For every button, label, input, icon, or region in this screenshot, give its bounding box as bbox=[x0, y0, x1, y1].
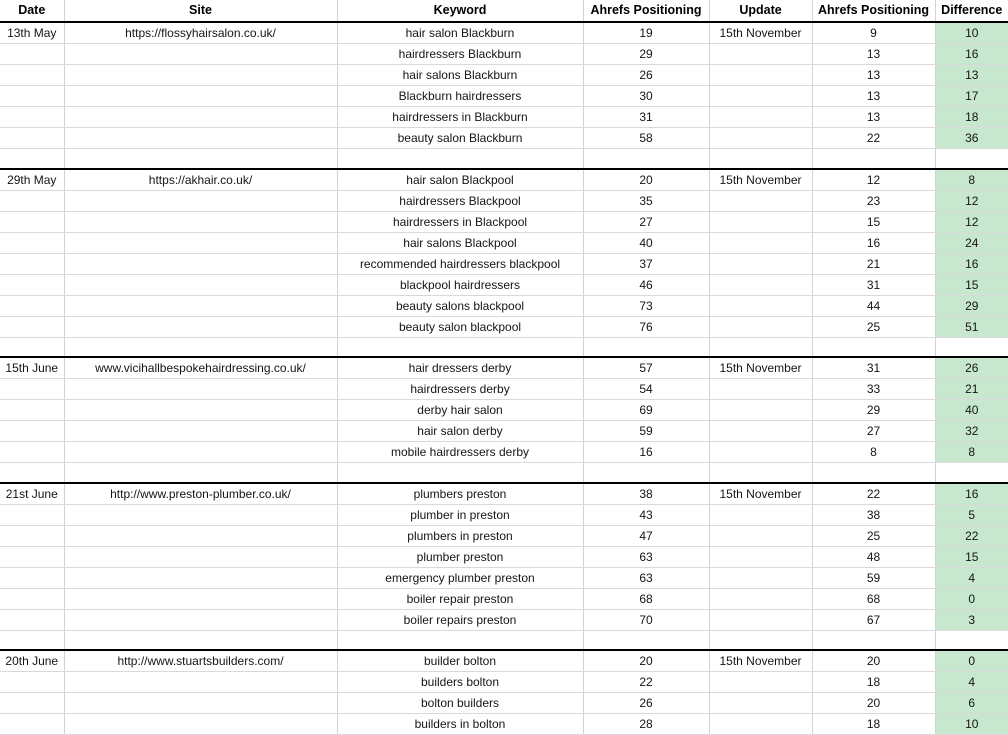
column-header-ahrefs-positioning-after[interactable]: Ahrefs Positioning bbox=[812, 0, 935, 22]
cell-ahrefs-positioning-after[interactable]: 27 bbox=[812, 421, 935, 442]
cell-keyword[interactable]: hairdressers Blackpool bbox=[337, 190, 583, 211]
cell-update[interactable] bbox=[709, 316, 812, 337]
cell-keyword[interactable]: beauty salons blackpool bbox=[337, 295, 583, 316]
cell-update[interactable] bbox=[709, 232, 812, 253]
cell-ahrefs-positioning-after[interactable]: 23 bbox=[812, 190, 935, 211]
table-row[interactable] bbox=[0, 232, 1008, 253]
cell-ahrefs-positioning-after[interactable]: 38 bbox=[812, 504, 935, 525]
cell-date[interactable] bbox=[0, 504, 64, 525]
cell-site[interactable] bbox=[64, 232, 337, 253]
cell-difference[interactable]: 36 bbox=[935, 128, 1008, 149]
cell-update[interactable]: 15th November bbox=[709, 650, 812, 672]
cell-difference[interactable]: 17 bbox=[935, 86, 1008, 107]
cell-update[interactable] bbox=[709, 253, 812, 274]
cell-update[interactable] bbox=[709, 44, 812, 65]
cell-date[interactable] bbox=[0, 274, 64, 295]
cell-difference[interactable]: 8 bbox=[935, 169, 1008, 191]
cell-date[interactable]: 29th May bbox=[0, 169, 64, 191]
cell-difference[interactable]: 32 bbox=[935, 421, 1008, 442]
column-header-site[interactable]: Site bbox=[64, 0, 337, 22]
column-header-update[interactable]: Update bbox=[709, 0, 812, 22]
cell-date[interactable] bbox=[0, 190, 64, 211]
table-row[interactable] bbox=[0, 44, 1008, 65]
cell-date[interactable] bbox=[0, 525, 64, 546]
cell-ahrefs-positioning-before[interactable]: 54 bbox=[583, 379, 709, 400]
empty-cell-date bbox=[0, 337, 64, 357]
cell-update[interactable]: 15th November bbox=[709, 169, 812, 191]
cell-date[interactable] bbox=[0, 86, 64, 107]
cell-ahrefs-positioning-after[interactable]: 13 bbox=[812, 107, 935, 128]
cell-ahrefs-positioning-after[interactable]: 18 bbox=[812, 672, 935, 693]
empty-cell-difference bbox=[935, 630, 1008, 650]
cell-difference[interactable]: 16 bbox=[935, 253, 1008, 274]
cell-keyword[interactable]: hair salons Blackpool bbox=[337, 232, 583, 253]
table-row[interactable] bbox=[0, 357, 1008, 379]
table-row[interactable] bbox=[0, 107, 1008, 128]
cell-date[interactable] bbox=[0, 44, 64, 65]
cell-update[interactable] bbox=[709, 190, 812, 211]
table-row[interactable] bbox=[0, 128, 1008, 149]
cell-ahrefs-positioning-after[interactable]: 22 bbox=[812, 128, 935, 149]
cell-site[interactable] bbox=[64, 525, 337, 546]
cell-difference[interactable]: 3 bbox=[935, 609, 1008, 630]
cell-keyword[interactable]: hair salon Blackpool bbox=[337, 169, 583, 191]
cell-site[interactable] bbox=[64, 421, 337, 442]
table-row[interactable] bbox=[0, 253, 1008, 274]
cell-site[interactable]: https://akhair.co.uk/ bbox=[64, 169, 337, 191]
cell-site[interactable] bbox=[64, 714, 337, 735]
cell-ahrefs-positioning-before[interactable]: 40 bbox=[583, 232, 709, 253]
empty-cell-date bbox=[0, 463, 64, 483]
cell-site[interactable] bbox=[64, 295, 337, 316]
empty-cell-ahrefs2 bbox=[812, 337, 935, 357]
cell-site[interactable] bbox=[64, 190, 337, 211]
empty-cell-keyword bbox=[337, 337, 583, 357]
cell-ahrefs-positioning-before[interactable]: 20 bbox=[583, 650, 709, 672]
column-header-difference[interactable]: Difference bbox=[935, 0, 1008, 22]
cell-ahrefs-positioning-before[interactable]: 59 bbox=[583, 421, 709, 442]
cell-ahrefs-positioning-before[interactable]: 28 bbox=[583, 714, 709, 735]
cell-site[interactable] bbox=[64, 400, 337, 421]
cell-site[interactable] bbox=[64, 86, 337, 107]
empty-cell-ahrefs2 bbox=[812, 149, 935, 169]
cell-update[interactable] bbox=[709, 693, 812, 714]
cell-keyword[interactable]: hair salons Blackburn bbox=[337, 65, 583, 86]
cell-ahrefs-positioning-after[interactable]: 25 bbox=[812, 525, 935, 546]
cell-keyword[interactable]: hairdressers Blackburn bbox=[337, 44, 583, 65]
empty-cell-date bbox=[0, 149, 64, 169]
cell-keyword[interactable]: builder bolton bbox=[337, 650, 583, 672]
cell-date[interactable] bbox=[0, 400, 64, 421]
cell-keyword[interactable]: plumber in preston bbox=[337, 504, 583, 525]
cell-ahrefs-positioning-before[interactable]: 63 bbox=[583, 567, 709, 588]
cell-ahrefs-positioning-after[interactable]: 18 bbox=[812, 714, 935, 735]
block-separator-row bbox=[0, 337, 1008, 357]
cell-ahrefs-positioning-before[interactable]: 57 bbox=[583, 357, 709, 379]
cell-difference[interactable]: 4 bbox=[935, 672, 1008, 693]
table-row[interactable] bbox=[0, 211, 1008, 232]
cell-ahrefs-positioning-after[interactable]: 25 bbox=[812, 316, 935, 337]
cell-keyword[interactable]: mobile hairdressers derby bbox=[337, 442, 583, 463]
cell-keyword[interactable]: beauty salon blackpool bbox=[337, 316, 583, 337]
cell-update[interactable] bbox=[709, 504, 812, 525]
cell-ahrefs-positioning-after[interactable]: 21 bbox=[812, 253, 935, 274]
cell-keyword[interactable]: Blackburn hairdressers bbox=[337, 86, 583, 107]
empty-cell-keyword bbox=[337, 463, 583, 483]
cell-date[interactable] bbox=[0, 546, 64, 567]
cell-ahrefs-positioning-before[interactable]: 26 bbox=[583, 693, 709, 714]
cell-update[interactable] bbox=[709, 295, 812, 316]
cell-update[interactable] bbox=[709, 211, 812, 232]
cell-keyword[interactable]: plumbers preston bbox=[337, 483, 583, 505]
table-row[interactable] bbox=[0, 379, 1008, 400]
empty-cell-difference bbox=[935, 463, 1008, 483]
cell-ahrefs-positioning-before[interactable]: 19 bbox=[583, 22, 709, 44]
cell-ahrefs-positioning-after[interactable]: 9 bbox=[812, 22, 935, 44]
empty-cell-ahrefs2 bbox=[812, 630, 935, 650]
empty-cell-keyword bbox=[337, 630, 583, 650]
table-row[interactable] bbox=[0, 650, 1008, 672]
cell-update[interactable] bbox=[709, 546, 812, 567]
cell-ahrefs-positioning-before[interactable]: 68 bbox=[583, 588, 709, 609]
cell-ahrefs-positioning-after[interactable]: 59 bbox=[812, 567, 935, 588]
table-row[interactable] bbox=[0, 22, 1008, 44]
cell-update[interactable] bbox=[709, 442, 812, 463]
cell-site[interactable] bbox=[64, 65, 337, 86]
cell-keyword[interactable]: blackpool hairdressers bbox=[337, 274, 583, 295]
empty-cell-ahrefs1 bbox=[583, 149, 709, 169]
column-header-ahrefs-positioning-before[interactable]: Ahrefs Positioning bbox=[583, 0, 709, 22]
table-row[interactable] bbox=[0, 274, 1008, 295]
cell-date[interactable] bbox=[0, 421, 64, 442]
cell-ahrefs-positioning-after[interactable]: 12 bbox=[812, 169, 935, 191]
table-row[interactable] bbox=[0, 714, 1008, 735]
cell-date[interactable] bbox=[0, 672, 64, 693]
cell-ahrefs-positioning-after[interactable]: 67 bbox=[812, 609, 935, 630]
cell-keyword[interactable]: plumber preston bbox=[337, 546, 583, 567]
cell-ahrefs-positioning-before[interactable]: 73 bbox=[583, 295, 709, 316]
cell-keyword[interactable]: builders in bolton bbox=[337, 714, 583, 735]
column-header-keyword[interactable]: Keyword bbox=[337, 0, 583, 22]
cell-keyword[interactable]: hair salon Blackburn bbox=[337, 22, 583, 44]
cell-update[interactable] bbox=[709, 714, 812, 735]
empty-cell-keyword bbox=[337, 149, 583, 169]
cell-ahrefs-positioning-after[interactable]: 22 bbox=[812, 483, 935, 505]
cell-site[interactable]: https://flossyhairsalon.co.uk/ bbox=[64, 22, 337, 44]
table-row[interactable] bbox=[0, 588, 1008, 609]
cell-difference[interactable]: 10 bbox=[935, 22, 1008, 44]
table-body bbox=[0, 22, 1008, 735]
table-row[interactable] bbox=[0, 86, 1008, 107]
empty-cell-update bbox=[709, 149, 812, 169]
cell-date[interactable] bbox=[0, 232, 64, 253]
cell-keyword[interactable]: hairdressers derby bbox=[337, 379, 583, 400]
cell-date[interactable]: 15th June bbox=[0, 357, 64, 379]
cell-ahrefs-positioning-after[interactable]: 31 bbox=[812, 274, 935, 295]
block-separator-row bbox=[0, 630, 1008, 650]
cell-ahrefs-positioning-after[interactable]: 31 bbox=[812, 357, 935, 379]
cell-site[interactable] bbox=[64, 442, 337, 463]
cell-difference[interactable]: 13 bbox=[935, 65, 1008, 86]
cell-keyword[interactable]: recommended hairdressers blackpool bbox=[337, 253, 583, 274]
cell-site[interactable] bbox=[64, 379, 337, 400]
cell-update[interactable] bbox=[709, 400, 812, 421]
cell-ahrefs-positioning-after[interactable]: 48 bbox=[812, 546, 935, 567]
cell-ahrefs-positioning-before[interactable]: 26 bbox=[583, 65, 709, 86]
cell-difference[interactable]: 8 bbox=[935, 442, 1008, 463]
table-row[interactable] bbox=[0, 316, 1008, 337]
table-row[interactable] bbox=[0, 190, 1008, 211]
cell-difference[interactable]: 16 bbox=[935, 44, 1008, 65]
cell-ahrefs-positioning-after[interactable]: 20 bbox=[812, 650, 935, 672]
cell-site[interactable] bbox=[64, 693, 337, 714]
cell-update[interactable] bbox=[709, 65, 812, 86]
cell-difference[interactable]: 6 bbox=[935, 693, 1008, 714]
cell-update[interactable] bbox=[709, 421, 812, 442]
cell-date[interactable] bbox=[0, 128, 64, 149]
table-row[interactable] bbox=[0, 483, 1008, 505]
cell-ahrefs-positioning-after[interactable]: 13 bbox=[812, 65, 935, 86]
cell-keyword[interactable]: hairdressers in Blackburn bbox=[337, 107, 583, 128]
cell-difference[interactable]: 5 bbox=[935, 504, 1008, 525]
cell-site[interactable] bbox=[64, 588, 337, 609]
cell-date[interactable] bbox=[0, 714, 64, 735]
empty-cell-ahrefs2 bbox=[812, 463, 935, 483]
cell-date[interactable]: 13th May bbox=[0, 22, 64, 44]
cell-difference[interactable]: 4 bbox=[935, 567, 1008, 588]
empty-cell-difference bbox=[935, 337, 1008, 357]
cell-keyword[interactable]: plumbers in preston bbox=[337, 525, 583, 546]
cell-date[interactable]: 21st June bbox=[0, 483, 64, 505]
cell-keyword[interactable]: hair salon derby bbox=[337, 421, 583, 442]
cell-keyword[interactable]: hair dressers derby bbox=[337, 357, 583, 379]
cell-update[interactable] bbox=[709, 128, 812, 149]
cell-difference[interactable]: 40 bbox=[935, 400, 1008, 421]
cell-site[interactable] bbox=[64, 253, 337, 274]
cell-update[interactable] bbox=[709, 609, 812, 630]
cell-update[interactable]: 15th November bbox=[709, 483, 812, 505]
table-row[interactable] bbox=[0, 672, 1008, 693]
cell-keyword[interactable]: boiler repairs preston bbox=[337, 609, 583, 630]
cell-site[interactable] bbox=[64, 504, 337, 525]
cell-ahrefs-positioning-after[interactable]: 13 bbox=[812, 44, 935, 65]
block-separator-row bbox=[0, 463, 1008, 483]
cell-ahrefs-positioning-before[interactable]: 43 bbox=[583, 504, 709, 525]
cell-ahrefs-positioning-before[interactable]: 35 bbox=[583, 190, 709, 211]
cell-ahrefs-positioning-after[interactable]: 15 bbox=[812, 211, 935, 232]
empty-cell-site bbox=[64, 337, 337, 357]
cell-ahrefs-positioning-after[interactable]: 20 bbox=[812, 693, 935, 714]
table-row[interactable] bbox=[0, 421, 1008, 442]
empty-cell-site bbox=[64, 149, 337, 169]
cell-ahrefs-positioning-after[interactable]: 33 bbox=[812, 379, 935, 400]
cell-ahrefs-positioning-before[interactable]: 38 bbox=[583, 483, 709, 505]
empty-cell-update bbox=[709, 337, 812, 357]
table-row[interactable] bbox=[0, 504, 1008, 525]
cell-ahrefs-positioning-after[interactable]: 16 bbox=[812, 232, 935, 253]
cell-difference[interactable]: 0 bbox=[935, 650, 1008, 672]
cell-date[interactable] bbox=[0, 442, 64, 463]
cell-site[interactable] bbox=[64, 546, 337, 567]
cell-difference[interactable]: 16 bbox=[935, 483, 1008, 505]
empty-cell-site bbox=[64, 463, 337, 483]
empty-cell-difference bbox=[935, 149, 1008, 169]
cell-date[interactable] bbox=[0, 567, 64, 588]
cell-ahrefs-positioning-after[interactable]: 8 bbox=[812, 442, 935, 463]
table-row[interactable] bbox=[0, 295, 1008, 316]
cell-difference[interactable]: 22 bbox=[935, 525, 1008, 546]
cell-keyword[interactable]: derby hair salon bbox=[337, 400, 583, 421]
cell-update[interactable] bbox=[709, 107, 812, 128]
block-separator-row bbox=[0, 149, 1008, 169]
cell-ahrefs-positioning-after[interactable]: 13 bbox=[812, 86, 935, 107]
cell-update[interactable] bbox=[709, 86, 812, 107]
cell-keyword[interactable]: beauty salon Blackburn bbox=[337, 128, 583, 149]
table-row[interactable] bbox=[0, 693, 1008, 714]
cell-update[interactable] bbox=[709, 274, 812, 295]
cell-difference[interactable]: 15 bbox=[935, 274, 1008, 295]
cell-site[interactable]: http://www.preston-plumber.co.uk/ bbox=[64, 483, 337, 505]
cell-ahrefs-positioning-before[interactable]: 70 bbox=[583, 609, 709, 630]
cell-keyword[interactable]: hairdressers in Blackpool bbox=[337, 211, 583, 232]
cell-site[interactable]: http://www.stuartsbuilders.com/ bbox=[64, 650, 337, 672]
cell-update[interactable] bbox=[709, 379, 812, 400]
cell-ahrefs-positioning-before[interactable]: 31 bbox=[583, 107, 709, 128]
table-row[interactable] bbox=[0, 65, 1008, 86]
cell-date[interactable] bbox=[0, 693, 64, 714]
empty-cell-ahrefs1 bbox=[583, 630, 709, 650]
cell-update[interactable] bbox=[709, 588, 812, 609]
cell-update[interactable]: 15th November bbox=[709, 22, 812, 44]
cell-ahrefs-positioning-before[interactable]: 27 bbox=[583, 211, 709, 232]
empty-cell-site bbox=[64, 630, 337, 650]
cell-difference[interactable]: 29 bbox=[935, 295, 1008, 316]
table-row[interactable] bbox=[0, 609, 1008, 630]
cell-difference[interactable]: 0 bbox=[935, 588, 1008, 609]
cell-difference[interactable]: 10 bbox=[935, 714, 1008, 735]
cell-ahrefs-positioning-before[interactable]: 47 bbox=[583, 525, 709, 546]
cell-site[interactable] bbox=[64, 44, 337, 65]
cell-ahrefs-positioning-before[interactable]: 46 bbox=[583, 274, 709, 295]
table-row[interactable] bbox=[0, 567, 1008, 588]
cell-site[interactable] bbox=[64, 316, 337, 337]
cell-update[interactable] bbox=[709, 525, 812, 546]
cell-date[interactable] bbox=[0, 107, 64, 128]
cell-difference[interactable]: 12 bbox=[935, 211, 1008, 232]
cell-ahrefs-positioning-before[interactable]: 58 bbox=[583, 128, 709, 149]
cell-ahrefs-positioning-before[interactable]: 76 bbox=[583, 316, 709, 337]
cell-ahrefs-positioning-before[interactable]: 29 bbox=[583, 44, 709, 65]
cell-difference[interactable]: 18 bbox=[935, 107, 1008, 128]
cell-ahrefs-positioning-before[interactable]: 63 bbox=[583, 546, 709, 567]
table-header bbox=[0, 0, 1008, 22]
cell-date[interactable] bbox=[0, 295, 64, 316]
cell-site[interactable]: www.vicihallbespokehairdressing.co.uk/ bbox=[64, 357, 337, 379]
column-header-date[interactable]: Date bbox=[0, 0, 64, 22]
cell-difference[interactable]: 21 bbox=[935, 379, 1008, 400]
empty-cell-ahrefs1 bbox=[583, 337, 709, 357]
empty-cell-update bbox=[709, 463, 812, 483]
cell-ahrefs-positioning-before[interactable]: 30 bbox=[583, 86, 709, 107]
cell-site[interactable] bbox=[64, 128, 337, 149]
cell-update[interactable] bbox=[709, 567, 812, 588]
cell-date[interactable] bbox=[0, 588, 64, 609]
cell-ahrefs-positioning-before[interactable]: 22 bbox=[583, 672, 709, 693]
table-row[interactable] bbox=[0, 169, 1008, 191]
table-row[interactable] bbox=[0, 442, 1008, 463]
cell-ahrefs-positioning-after[interactable]: 29 bbox=[812, 400, 935, 421]
cell-keyword[interactable]: emergency plumber preston bbox=[337, 567, 583, 588]
cell-ahrefs-positioning-before[interactable]: 20 bbox=[583, 169, 709, 191]
header-row bbox=[0, 0, 1008, 22]
cell-date[interactable] bbox=[0, 65, 64, 86]
cell-date[interactable] bbox=[0, 211, 64, 232]
cell-difference[interactable]: 24 bbox=[935, 232, 1008, 253]
cell-difference[interactable]: 12 bbox=[935, 190, 1008, 211]
cell-date[interactable] bbox=[0, 609, 64, 630]
empty-cell-date bbox=[0, 630, 64, 650]
cell-date[interactable] bbox=[0, 379, 64, 400]
table-row[interactable] bbox=[0, 525, 1008, 546]
cell-date[interactable]: 20th June bbox=[0, 650, 64, 672]
cell-ahrefs-positioning-after[interactable]: 68 bbox=[812, 588, 935, 609]
empty-cell-update bbox=[709, 630, 812, 650]
cell-ahrefs-positioning-before[interactable]: 37 bbox=[583, 253, 709, 274]
cell-site[interactable] bbox=[64, 211, 337, 232]
cell-ahrefs-positioning-after[interactable]: 44 bbox=[812, 295, 935, 316]
cell-difference[interactable]: 26 bbox=[935, 357, 1008, 379]
cell-site[interactable] bbox=[64, 107, 337, 128]
cell-difference[interactable]: 15 bbox=[935, 546, 1008, 567]
cell-keyword[interactable]: bolton builders bbox=[337, 693, 583, 714]
empty-cell-ahrefs1 bbox=[583, 463, 709, 483]
cell-site[interactable] bbox=[64, 672, 337, 693]
cell-site[interactable] bbox=[64, 567, 337, 588]
cell-ahrefs-positioning-before[interactable]: 16 bbox=[583, 442, 709, 463]
cell-difference[interactable]: 51 bbox=[935, 316, 1008, 337]
cell-site[interactable] bbox=[64, 609, 337, 630]
cell-date[interactable] bbox=[0, 316, 64, 337]
cell-keyword[interactable]: builders bolton bbox=[337, 672, 583, 693]
cell-ahrefs-positioning-before[interactable]: 69 bbox=[583, 400, 709, 421]
cell-update[interactable]: 15th November bbox=[709, 357, 812, 379]
table-row[interactable] bbox=[0, 546, 1008, 567]
cell-date[interactable] bbox=[0, 253, 64, 274]
table-row[interactable] bbox=[0, 400, 1008, 421]
cell-site[interactable] bbox=[64, 274, 337, 295]
cell-update[interactable] bbox=[709, 672, 812, 693]
cell-keyword[interactable]: boiler repair preston bbox=[337, 588, 583, 609]
